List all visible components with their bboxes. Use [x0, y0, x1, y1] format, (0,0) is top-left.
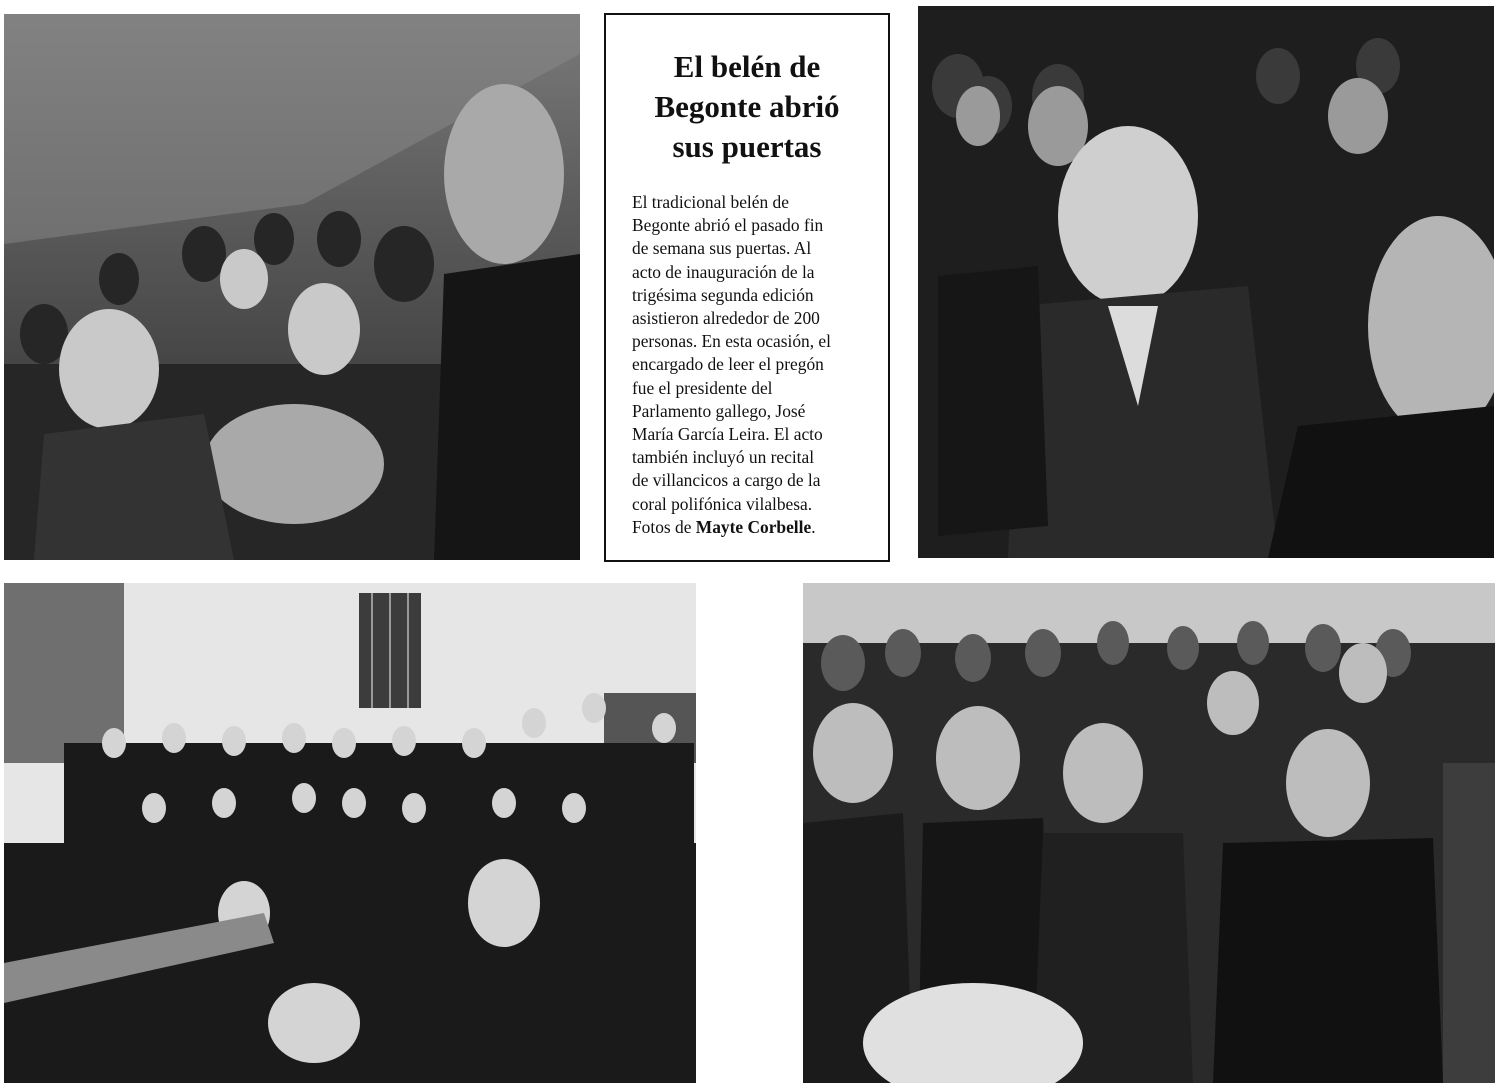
- photo-choir: [4, 583, 696, 1083]
- photo-standing-crowd: [4, 14, 580, 560]
- body-line: María García Leira. El acto: [632, 424, 823, 445]
- body-line: asistieron alrededor de 200: [632, 308, 820, 329]
- photo-choir-image: [4, 583, 696, 1083]
- headline-line-1: El belén de: [673, 49, 821, 84]
- body-line: fue el presidente del: [632, 377, 773, 398]
- body-line: trigésima segunda edición: [632, 284, 814, 305]
- body-line: de villancicos a cargo de la: [632, 470, 821, 491]
- body-line: acto de inauguración de la: [632, 261, 815, 282]
- body-line: El tradicional belén de: [632, 192, 789, 212]
- photo-seated-audience: [918, 6, 1494, 558]
- photo-seated-women-image: [803, 583, 1495, 1083]
- photo-standing-crowd-image: [4, 14, 580, 560]
- body-line: también incluyó un recital: [632, 447, 815, 468]
- headline-line-3: sus puertas: [672, 129, 822, 164]
- photo-seated-women: [803, 583, 1495, 1083]
- article-headline: [616, 47, 878, 167]
- body-line: Begonte abrió el pasado fin: [632, 215, 824, 236]
- body-line: personas. En esta ocasión, el: [632, 331, 831, 352]
- credit-suffix: .: [811, 516, 816, 537]
- article-body: [632, 191, 864, 539]
- credit-name: Mayte Corbelle: [695, 516, 812, 537]
- photo-credit: [632, 516, 864, 539]
- body-line: encargado de leer el pregón: [632, 354, 824, 375]
- body-line: de semana sus puertas. Al: [632, 238, 812, 259]
- body-line: coral polifónica vilalbesa.: [632, 493, 813, 514]
- article-box: [604, 13, 890, 562]
- photo-seated-audience-image: [918, 6, 1494, 558]
- body-line: Parlamento gallego, José: [632, 400, 806, 421]
- credit-prefix: Fotos de: [632, 516, 696, 537]
- headline-line-2: Begonte abrió: [654, 89, 840, 124]
